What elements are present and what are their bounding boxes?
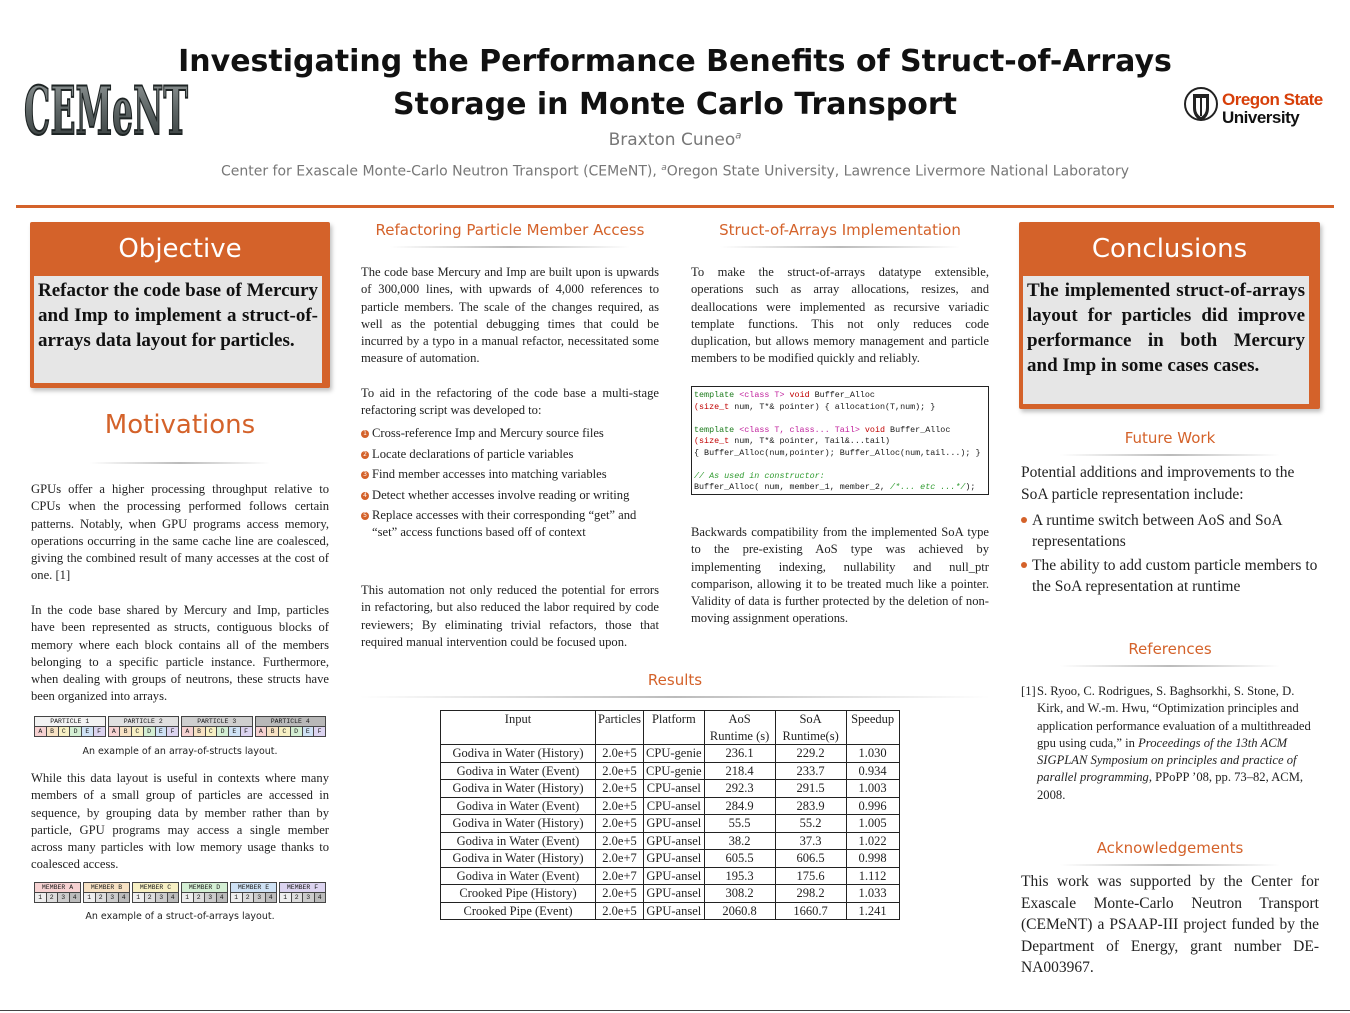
aos-block-label: PARTICLE 1 xyxy=(35,717,105,727)
soa-block-label: MEMBER E xyxy=(231,883,276,893)
affiliation-pre: Center for Exascale Monte-Carlo Neutron Transport (CEMeNT), xyxy=(220,163,662,180)
table-header: Input xyxy=(441,711,596,745)
step-number: 1 xyxy=(361,430,369,438)
affiliation-sup: a xyxy=(661,163,667,173)
future-work-intro: Potential additions and improvements to the SoA particle representation include: xyxy=(1021,464,1295,503)
code-token: (size_t xyxy=(694,436,730,446)
step-number: 5 xyxy=(361,512,369,520)
reference-tail: PPoPP ’08, pp. 73–82, ACM, 2008. xyxy=(1037,770,1304,802)
acknowledgements-text: This work was supported by the Center for Exascale Monte-Carlo Neutron Transport (CEMeNT) a PSAAP-III project funded by the Department of Energy, grant number DE-NA003967. xyxy=(1021,873,1319,976)
bullet-icon xyxy=(1021,517,1027,523)
table-header: SoA Runtime(s) xyxy=(775,711,846,745)
soa-cell: 1 xyxy=(280,893,292,902)
soa-block xyxy=(230,882,277,903)
soa-cell: 2 xyxy=(96,893,108,902)
aos-block-label: PARTICLE 3 xyxy=(182,717,252,727)
soa-cell: 3 xyxy=(254,893,266,902)
aos-cell: D xyxy=(70,727,82,736)
aos-block xyxy=(181,716,253,737)
refactoring-steps xyxy=(361,425,659,544)
code-comment: // As used in constructor: xyxy=(694,470,825,481)
step-text: Cross-reference Imp and Mercury source files xyxy=(372,426,604,440)
list-item xyxy=(361,507,659,540)
table-row: Godiva in Water (Event) 2.0e+7 GPU-ansel 195.3 175.6 1.112 xyxy=(441,867,900,885)
soa-impl-p1: To make the struct-of-arrays datatype extensible, operations such as array allocations, resizes, and deallocations were implemented as recursive variadic template functions. This not only reduces code duplication, but allows memory management and particle members to be modified quickly and reliably. xyxy=(691,265,989,366)
aos-cell: F xyxy=(94,727,105,736)
osu-logo-icon xyxy=(1184,84,1218,128)
code-comment: /*... etc ...*/ xyxy=(890,482,966,492)
table-header: Particles xyxy=(596,711,644,745)
soa-block-label: MEMBER F xyxy=(280,883,325,893)
motivations-p3: While this data layout is useful in contexts where many members of a small group of particles are accessed in sequence, by grouping data by member rather than by particle, GPU programs may access a single member across many particles with low memory usage thanks to coalesced access. xyxy=(31,771,329,872)
reference-venue: Proceedings of the 13th ACM SIGPLAN Symposium on principles and practice of parallel programming, xyxy=(1037,735,1297,785)
aos-diagram xyxy=(34,716,328,737)
table-header: AoS Runtime (s) xyxy=(704,711,775,745)
soa-cell: 3 xyxy=(58,893,70,902)
osu-name-line2: University xyxy=(1222,108,1300,127)
aos-cell: D xyxy=(144,727,156,736)
table-row: Godiva in Water (History) 2.0e+5 GPU-ansel 55.5 55.2 1.005 xyxy=(441,815,900,833)
reference-label: [1] xyxy=(1021,684,1036,698)
aos-cell: B xyxy=(47,727,59,736)
soa-cell: 4 xyxy=(70,893,81,902)
code-block xyxy=(691,386,989,495)
soa-block xyxy=(34,882,81,903)
soa-cell: 4 xyxy=(266,893,277,902)
list-item xyxy=(361,487,659,504)
refactoring-title: Refactoring Particle Member Access xyxy=(375,221,645,239)
soa-cell: 1 xyxy=(231,893,243,902)
soa-cell: 2 xyxy=(194,893,206,902)
aos-block-label: PARTICLE 2 xyxy=(109,717,179,727)
soa-cell: 1 xyxy=(84,893,96,902)
aos-cell: F xyxy=(314,727,325,736)
aos-block-label: PARTICLE 4 xyxy=(256,717,326,727)
soa-impl-title: Struct-of-Arrays Implementation xyxy=(719,221,961,239)
osu-name-line1: Oregon State xyxy=(1222,90,1323,109)
code-token: <class T> xyxy=(739,390,785,400)
future-work-list xyxy=(1021,510,1319,600)
step-number: 2 xyxy=(361,451,369,459)
author-sup: a xyxy=(735,130,742,142)
code-token: ); xyxy=(965,482,976,492)
table-row: Godiva in Water (Event) 2.0e+5 GPU-ansel 38.2 37.3 1.022 xyxy=(441,832,900,850)
reference-authors: S. Ryoo, C. Rodrigues, S. Baghsorkhi, S. Stone, D. Kirk, and W.-m. Hwu, “Optimization principles and application performance evaluation of a multithreaded gpu using cuda,” in xyxy=(1037,684,1311,750)
aos-cell: D xyxy=(217,727,229,736)
aos-cell: B xyxy=(267,727,279,736)
soa-cell: 3 xyxy=(107,893,119,902)
aos-cell: E xyxy=(229,727,241,736)
future-work-divider xyxy=(1060,454,1280,456)
table-row: Godiva in Water (Event) 2.0e+5 CPU-ansel 284.9 283.9 0.996 xyxy=(441,797,900,815)
aos-cell: C xyxy=(279,727,291,736)
table-row: Godiva in Water (Event) 2.0e+5 CPU-genie 218.4 233.7 0.934 xyxy=(441,762,900,780)
code-token: Buffer_Alloc( num, member_1, member_2, xyxy=(694,482,891,492)
soa-block xyxy=(279,882,326,903)
soa-cell: 3 xyxy=(303,893,315,902)
table-row: Godiva in Water (History) 2.0e+7 GPU-ansel 605.5 606.5 0.998 xyxy=(441,850,900,868)
objective-box xyxy=(30,222,330,388)
table-row: Crooked Pipe (Event) 2.0e+5 GPU-ansel 2060.8 1660.7 1.241 xyxy=(441,902,900,920)
step-text: Detect whether accesses involve reading or writing xyxy=(372,487,630,502)
code-token: num, T*& pointer) { allocation(T,num); } xyxy=(729,401,936,412)
table-header-row xyxy=(441,711,900,745)
soa-block xyxy=(132,882,179,903)
conclusions-text: The implemented struct-of-arrays layout for particles did improve performance in both Mercury and Imp in some cases cases. xyxy=(1023,276,1309,404)
aos-cell: A xyxy=(182,727,194,736)
soa-cell: 1 xyxy=(35,893,47,902)
aos-cell: B xyxy=(120,727,132,736)
results-table xyxy=(440,710,900,920)
soa-cell: 4 xyxy=(119,893,130,902)
refactoring-p2: To aid in the refactoring of the code base a multi-stage refactoring script was developed to: xyxy=(361,386,659,418)
table-row: Godiva in Water (History) 2.0e+5 CPU-ansel 292.3 291.5 1.003 xyxy=(441,780,900,798)
soa-cell: 2 xyxy=(145,893,157,902)
code-token: template xyxy=(694,424,735,435)
refactoring-p3: This automation not only reduced the potential for errors in refactoring, but also reduced the labor required by code reviewers; By eliminating trivial refactors, those that required manual intervention could be focused upon. xyxy=(361,583,659,649)
soa-block-label: MEMBER D xyxy=(182,883,227,893)
soa-block-label: MEMBER A xyxy=(35,883,80,893)
aos-cell: C xyxy=(59,727,71,736)
aos-cell: A xyxy=(109,727,121,736)
soa-block xyxy=(181,882,228,903)
reference-item xyxy=(1021,683,1319,804)
soa-block-label: MEMBER B xyxy=(84,883,129,893)
soa-block xyxy=(83,882,130,903)
step-text: Locate declarations of particle variables xyxy=(372,446,574,461)
footer-rule xyxy=(0,1010,1350,1011)
list-item: The ability to add custom particle members to the SoA representation at runtime xyxy=(1021,555,1319,597)
aos-cell: D xyxy=(291,727,303,736)
references-divider xyxy=(1060,665,1280,667)
motivations-title: Motivations xyxy=(104,410,256,440)
step-text: Replace accesses with their corresponding “get” and “set” access functions based off of context xyxy=(372,508,637,539)
results-divider xyxy=(360,696,990,698)
objective-text: Refactor the code base of Mercury and Imp to implement a struct-of-arrays data layout for particles. xyxy=(34,276,322,383)
code-token: { Buffer_Alloc(num,pointer); Buffer_Alloc(num,tail...); } xyxy=(694,447,981,458)
soa-cell: 1 xyxy=(133,893,145,902)
list-item xyxy=(361,425,659,442)
soa-cell: 2 xyxy=(292,893,304,902)
aos-caption: An example of an array-of-structs layout. xyxy=(82,746,278,757)
soa-cell: 4 xyxy=(168,893,179,902)
table-header: Platform xyxy=(644,711,705,745)
soa-diagram xyxy=(34,882,328,903)
code-token: Buffer_Alloc xyxy=(809,390,875,400)
aos-block xyxy=(34,716,106,737)
step-text: Find member accesses into matching variables xyxy=(372,467,607,481)
references-title: References xyxy=(1128,640,1212,658)
soa-cell: 1 xyxy=(182,893,194,902)
step-number: 4 xyxy=(361,492,369,500)
aos-cell: E xyxy=(82,727,94,736)
soa-impl-p2: Backwards compatibility from the implemented SoA type to the pre-existing AoS type was achieved by implementing indexing, nullability and null_ptr comparison, allowing it to be treated much like a pointer. Validity of data is further protected by the deletion of non-moving assignment operations. xyxy=(691,525,989,626)
soa-cell: 4 xyxy=(217,893,228,902)
aos-cell: F xyxy=(241,727,252,736)
bullet-icon xyxy=(1021,562,1027,568)
conclusions-box xyxy=(1019,222,1320,409)
soa-cell: 3 xyxy=(156,893,168,902)
soa-cell: 4 xyxy=(315,893,326,902)
list-item xyxy=(361,466,659,483)
author-name: Braxton Cuneo xyxy=(608,130,736,150)
conclusions-title: Conclusions xyxy=(1091,234,1248,264)
objective-title: Objective xyxy=(118,234,242,264)
refactoring-p1: The code base Mercury and Imp are built upon is upwards of 300,000 lines, with upwards of 4,000 references to particle members. The scale of the changes required, as well as the potential debugging times that could be incurred by a typo in a manual refactor, necessitated some measure of automation. xyxy=(361,265,659,366)
acknowledgements-divider xyxy=(1060,864,1280,866)
poster-title xyxy=(150,40,1200,126)
aos-cell: A xyxy=(256,727,268,736)
table-header: Speedup xyxy=(846,711,899,745)
code-token: template xyxy=(694,390,735,400)
aos-cell: C xyxy=(132,727,144,736)
future-work-title: Future Work xyxy=(1124,429,1216,447)
code-token: (size_t xyxy=(694,401,730,412)
header-rule xyxy=(16,205,1334,208)
list-item: A runtime switch between AoS and SoA representations xyxy=(1021,510,1319,552)
soa-cell: 3 xyxy=(205,893,217,902)
affiliation xyxy=(150,163,1200,180)
aos-cell: A xyxy=(35,727,47,736)
affiliation-post: Oregon State University, Lawrence Livermore National Laboratory xyxy=(666,163,1130,180)
table-row: Godiva in Water (History) 2.0e+5 CPU-genie 236.1 229.2 1.030 xyxy=(441,745,900,763)
motivations-p2: In the code base shared by Mercury and Imp, particles have been represented as structs, contiguous blocks of memory where each block contains all of the members belonging to a specific particle instance. Furthermore, when dealing with groups of neutrons, these structs have been organized into arrays. xyxy=(31,603,329,704)
title-line-1: Investigating the Performance Benefits of Struct-of-Arrays xyxy=(178,44,1172,79)
code-token: void xyxy=(789,390,810,400)
aos-cell: E xyxy=(156,727,168,736)
results-title: Results xyxy=(647,671,703,689)
soa-cell: 2 xyxy=(243,893,255,902)
soa-caption: An example of a struct-of-arrays layout. xyxy=(85,911,275,922)
list-item xyxy=(361,446,659,463)
aos-cell: F xyxy=(167,727,178,736)
code-token: Buffer_Alloc xyxy=(885,424,951,435)
step-number: 3 xyxy=(361,471,369,479)
aos-cell: B xyxy=(194,727,206,736)
cement-logo-text: CEMeNT xyxy=(24,72,188,150)
aos-cell: E xyxy=(303,727,315,736)
acknowledgements-title: Acknowledgements xyxy=(1096,839,1244,857)
refactoring-divider xyxy=(390,246,630,248)
soa-cell: 2 xyxy=(47,893,59,902)
motivations-p1: GPUs offer a higher processing throughput relative to CPUs when the processing performed follows certain patterns. Notably, when GPU programs access memory, operations occurring in the same cache line are coalesced, giving the combined result of many accesses at the cost of one. [1] xyxy=(31,482,329,583)
code-token: void xyxy=(864,424,886,435)
aos-block xyxy=(108,716,180,737)
soa-impl-divider xyxy=(720,246,960,248)
author xyxy=(150,130,1200,150)
osu-shield xyxy=(1184,84,1218,133)
aos-block xyxy=(255,716,327,737)
table-row: Crooked Pipe (History) 2.0e+5 GPU-ansel 308.2 298.2 1.033 xyxy=(441,885,900,903)
title-line-2: Storage in Monte Carlo Transport xyxy=(393,87,957,122)
code-token: num, T*& pointer, Tail&...tail) xyxy=(729,436,891,446)
soa-block-label: MEMBER C xyxy=(133,883,178,893)
code-token: <class T, class... Tail> xyxy=(739,424,860,435)
aos-cell: C xyxy=(206,727,218,736)
motivations-divider xyxy=(90,462,270,464)
